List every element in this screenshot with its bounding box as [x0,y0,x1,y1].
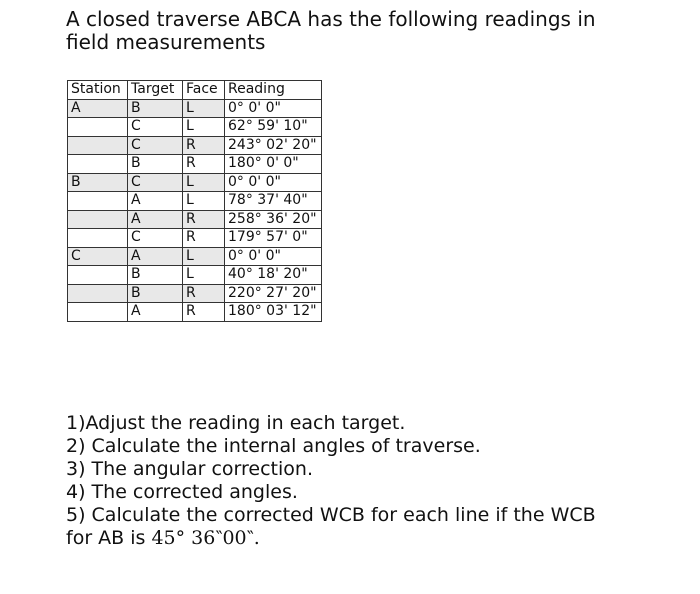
table-row [68,192,322,211]
table-row [68,155,322,174]
header-target: Target [128,81,183,100]
reading-cell: 258° 36' 20" [225,210,322,229]
target-cell: A [128,303,183,322]
question-1: 1)Adjust the reading in each target. [66,412,406,434]
target-cell: B [128,155,183,174]
reading-cell: 78° 37' 40" [225,192,322,211]
reading-cell: 243° 02' 20" [225,136,322,155]
face-cell: R [183,303,225,322]
face-cell: R [183,155,225,174]
reading-cell: 62° 59' 10" [225,118,322,137]
face-cell: L [183,247,225,266]
face-cell: R [183,229,225,248]
station-cell [68,210,128,229]
table-row [68,99,322,118]
reading-cell: 179° 57' 0" [225,229,322,248]
target-cell: C [128,136,183,155]
target-cell: C [128,173,183,192]
target-cell: B [128,284,183,303]
reading-cell: 220° 27' 20" [225,284,322,303]
station-cell [68,136,128,155]
station-cell [68,266,128,285]
readings-table-container [67,80,322,322]
wcb-ab-value: 45° 36‶00‶. [151,527,260,549]
station-cell: C [68,247,128,266]
face-cell: L [183,192,225,211]
target-cell: C [128,118,183,137]
face-cell: L [183,99,225,118]
face-cell: R [183,210,225,229]
target-cell: B [128,266,183,285]
reading-cell: 0° 0' 0" [225,99,322,118]
table-row [68,136,322,155]
question-5-prefix: for AB is [66,527,152,549]
target-cell: A [128,210,183,229]
target-cell: B [128,99,183,118]
target-cell: C [128,229,183,248]
station-cell [68,229,128,248]
station-cell [68,192,128,211]
header-face: Face [183,81,225,100]
reading-cell: 180° 0' 0" [225,155,322,174]
table-row [68,284,322,303]
face-cell: L [183,118,225,137]
questions-list [66,412,686,550]
heading-line-1: A closed traverse ABCA has the following readings in [66,7,596,31]
station-cell [68,155,128,174]
table-header-row [68,81,322,100]
face-cell: R [183,136,225,155]
problem-heading [66,8,666,54]
table-row [68,303,322,322]
question-4: 4) The corrected angles. [66,481,298,503]
target-cell: A [128,247,183,266]
question-5-line-1: 5) Calculate the corrected WCB for each line if the WCB [66,504,596,526]
table-row [68,266,322,285]
header-station: Station [68,81,128,100]
heading-line-2: field measurements [66,30,266,54]
readings-table [67,80,322,322]
question-3: 3) The angular correction. [66,458,313,480]
station-cell: A [68,99,128,118]
header-reading: Reading [225,81,322,100]
face-cell: R [183,284,225,303]
reading-cell: 0° 0' 0" [225,173,322,192]
question-2: 2) Calculate the internal angles of traverse. [66,435,481,457]
table-row [68,173,322,192]
table-row [68,118,322,137]
face-cell: L [183,173,225,192]
station-cell: B [68,173,128,192]
target-cell: A [128,192,183,211]
table-row [68,247,322,266]
question-5-line-2 [66,527,686,550]
face-cell: L [183,266,225,285]
reading-cell: 40° 18' 20" [225,266,322,285]
station-cell [68,118,128,137]
table-row [68,210,322,229]
station-cell [68,284,128,303]
reading-cell: 180° 03' 12" [225,303,322,322]
station-cell [68,303,128,322]
reading-cell: 0° 0' 0" [225,247,322,266]
table-row [68,229,322,248]
